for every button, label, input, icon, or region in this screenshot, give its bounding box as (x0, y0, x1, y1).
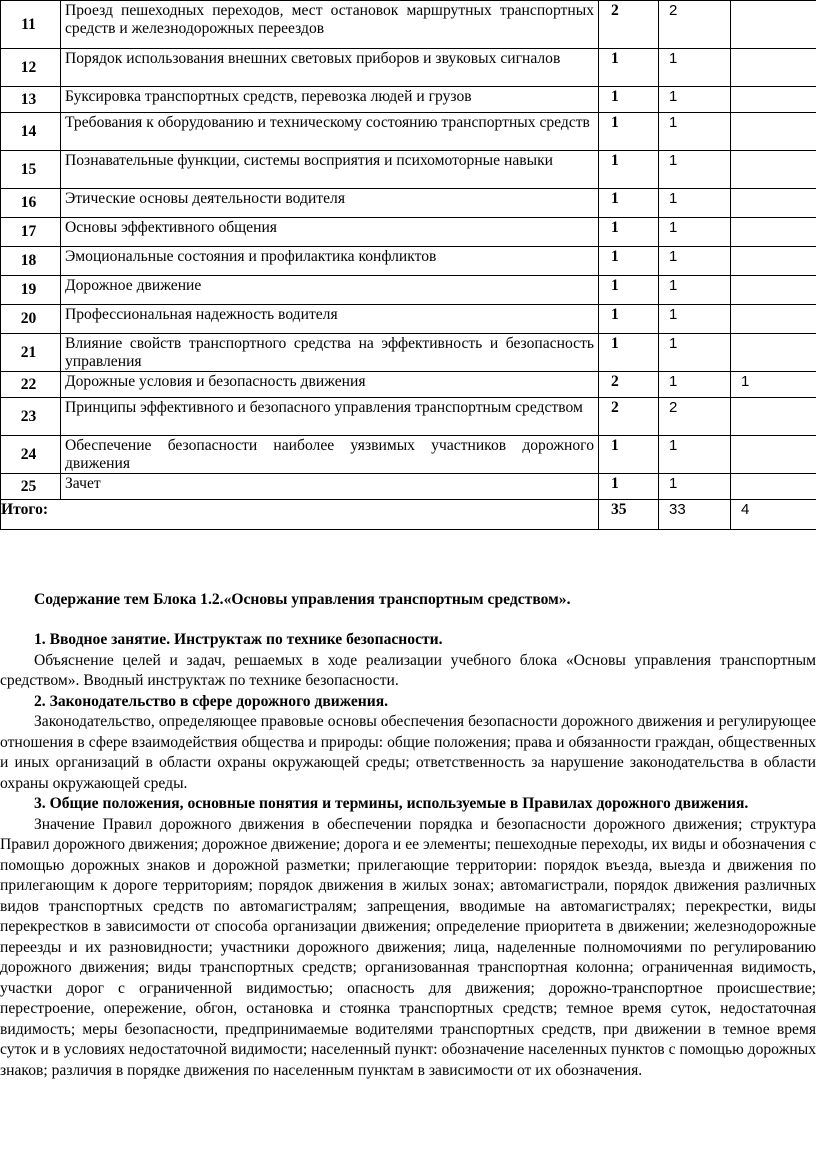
row-theory-hours: 1 (659, 218, 731, 247)
content-heading: Содержание тем Блока 1.2.«Основы управления транспортным средством». (34, 591, 571, 608)
row-number: 21 (1, 334, 61, 372)
row-number: 19 (1, 276, 61, 305)
table-row (1, 218, 816, 247)
row-theory-hours: 1 (659, 113, 731, 151)
row-theory-hours: 1 (659, 247, 731, 276)
row-theory-hours: 1 (659, 87, 731, 113)
row-hours: 2 (599, 372, 659, 398)
row-theme: Дорожные условия и безопасность движения (61, 372, 599, 398)
row-number: 11 (1, 1, 61, 49)
table-row (1, 247, 816, 276)
spacer (0, 610, 816, 630)
row-theme: Познавательные функции, системы восприятия и психомоторные навыки (61, 151, 599, 189)
row-hours: 1 (599, 436, 659, 474)
table-row (1, 1, 816, 49)
row-hours: 1 (599, 49, 659, 87)
row-practice-hours (731, 1, 816, 49)
row-practice-hours (731, 151, 816, 189)
row-theme: Этические основы деятельности водителя (61, 189, 599, 218)
row-theme: Обеспечение безопасности наиболее уязвимых участников дорожного движения (61, 436, 599, 474)
row-number: 25 (1, 474, 61, 500)
row-theory-hours: 1 (659, 474, 731, 500)
row-theme: Зачет (61, 474, 599, 500)
row-hours: 1 (599, 276, 659, 305)
row-number: 17 (1, 218, 61, 247)
row-theme: Профессиональная надежность водителя (61, 305, 599, 334)
total-row (1, 500, 816, 530)
row-practice-hours (731, 189, 816, 218)
row-practice-hours (731, 474, 816, 500)
row-theory-hours: 1 (659, 276, 731, 305)
row-practice-hours (731, 87, 816, 113)
row-hours: 1 (599, 87, 659, 113)
row-practice-hours (731, 334, 816, 372)
table-row (1, 49, 816, 87)
row-number: 12 (1, 49, 61, 87)
section-title: 1. Вводное занятие. Инструктаж по технике безопасности. (34, 631, 443, 648)
row-number: 13 (1, 87, 61, 113)
row-theory-hours: 1 (659, 305, 731, 334)
table-row (1, 474, 816, 500)
thematic-plan-table (0, 0, 816, 530)
row-theme: Порядок использования внешних световых приборов и звуковых сигналов (61, 49, 599, 87)
table-row (1, 151, 816, 189)
total-hours: 35 (599, 500, 659, 530)
table-row (1, 372, 816, 398)
row-theme: Буксировка транспортных средств, перевозка людей и грузов (61, 87, 599, 113)
row-number: 23 (1, 398, 61, 436)
row-practice-hours: 1 (731, 372, 816, 398)
row-practice-hours (731, 113, 816, 151)
row-number: 24 (1, 436, 61, 474)
row-theme: Влияние свойств транспортного средства на эффективность и безопасность управления (61, 334, 599, 372)
row-hours: 1 (599, 189, 659, 218)
table-row (1, 87, 816, 113)
row-theory-hours: 1 (659, 334, 731, 372)
row-hours: 2 (599, 1, 659, 49)
section-text: Значение Правил дорожного движения в обеспечении порядка и безопасности дорожного движения; структура Правил дорожного движения; дорожное движение; дорога и ее элементы; пешеходные переходы, их виды и обозначения с помощью дорожных знаков и дорожной разметки; прилегающие территории: порядок въезда, выезда и движения по прилегающим к дороге территориям; порядок движения в жилых зонах; автомагистрали, порядок движения различных видов транспортных средств по автомагистралям; запрещения, вводимые на автомагистралях; перекрестки, виды перекрестков в зависимости от способа организации движения; определение приоритета в движении; железнодорожные переезды и их разновидности; участники дорожного движения; лица, наделенные полномочиями по регулированию дорожного движения; виды транспортных средств; организованная транспортная колонна; ограниченная видимость, участки дорог с ограниченной видимостью; опасность для движения; дорожно-транспортное происшествие; перестроение, опережение, обгон, остановка и стоянка транспортных средств; темное время суток, недостаточная видимость; меры безопасности, предпринимаемые водителями транспортных средств, при движении в темное время суток и в условиях недостаточной видимости; населенный пункт: обозначение населенных пунктов с помощью дорожных знаков; различия в порядке движения по населенным пунктам в зависимости от их обозначения. (0, 815, 816, 1079)
row-hours: 1 (599, 305, 659, 334)
row-practice-hours (731, 305, 816, 334)
row-number: 22 (1, 372, 61, 398)
table-row (1, 305, 816, 334)
row-hours: 2 (599, 398, 659, 436)
row-theory-hours: 1 (659, 372, 731, 398)
row-practice-hours (731, 398, 816, 436)
row-hours: 1 (599, 151, 659, 189)
content-sections (0, 630, 816, 1081)
row-number: 15 (1, 151, 61, 189)
section-title: 3. Общие положения, основные понятия и термины, используемые в Правилах дорожного движения. (34, 795, 749, 812)
row-theory-hours: 2 (659, 398, 731, 436)
row-number: 14 (1, 113, 61, 151)
table-body (1, 1, 816, 530)
row-hours: 1 (599, 218, 659, 247)
row-theme: Эмоциональные состояния и профилактика конфликтов (61, 247, 599, 276)
row-hours: 1 (599, 474, 659, 500)
table-row (1, 436, 816, 474)
row-theory-hours: 1 (659, 151, 731, 189)
row-number: 16 (1, 189, 61, 218)
row-practice-hours (731, 218, 816, 247)
row-theory-hours: 1 (659, 189, 731, 218)
row-hours: 1 (599, 113, 659, 151)
row-number: 20 (1, 305, 61, 334)
row-theme: Дорожное движение (61, 276, 599, 305)
row-practice-hours (731, 436, 816, 474)
row-theme: Проезд пешеходных переходов, мест остановок маршрутных транспортных средств и железнодорожных переездов (61, 1, 599, 49)
row-hours: 1 (599, 334, 659, 372)
row-hours: 1 (599, 247, 659, 276)
row-number: 18 (1, 247, 61, 276)
row-theme: Требования к оборудованию и техническому состоянию транспортных средств (61, 113, 599, 151)
row-theory-hours: 1 (659, 49, 731, 87)
block-content (0, 590, 816, 1081)
table-row (1, 113, 816, 151)
section-text: Законодательство, определяющее правовые основы обеспечения безопасности дорожного движения и регулирующее отношения в сфере взаимодействия общества и природы: общие положения; права и обязанности граждан, общественных и иных организаций в области охраны окружающей среды; ответственность за нарушение законодательства в области охраны окружающей среды. (0, 713, 816, 792)
row-theory-hours: 2 (659, 1, 731, 49)
total-practice-hours: 4 (731, 500, 816, 530)
row-theme: Принципы эффективного и безопасного управления транспортным средством (61, 398, 599, 436)
section-text: Объяснение целей и задач, решаемых в ходе реализации учебного блока «Основы управления транспортным средством». Вводный инструктаж по технике безопасности. (0, 651, 816, 689)
total-theory-hours: 33 (659, 500, 731, 530)
row-theory-hours: 1 (659, 436, 731, 474)
table-row (1, 189, 816, 218)
row-practice-hours (731, 247, 816, 276)
row-practice-hours (731, 276, 816, 305)
total-label: Итого: (1, 500, 599, 530)
section-title: 2. Законодательство в сфере дорожного движения. (34, 692, 389, 710)
row-theme: Основы эффективного общения (61, 218, 599, 247)
table-row (1, 398, 816, 436)
row-practice-hours (731, 49, 816, 87)
table-row (1, 334, 816, 372)
table-row (1, 276, 816, 305)
